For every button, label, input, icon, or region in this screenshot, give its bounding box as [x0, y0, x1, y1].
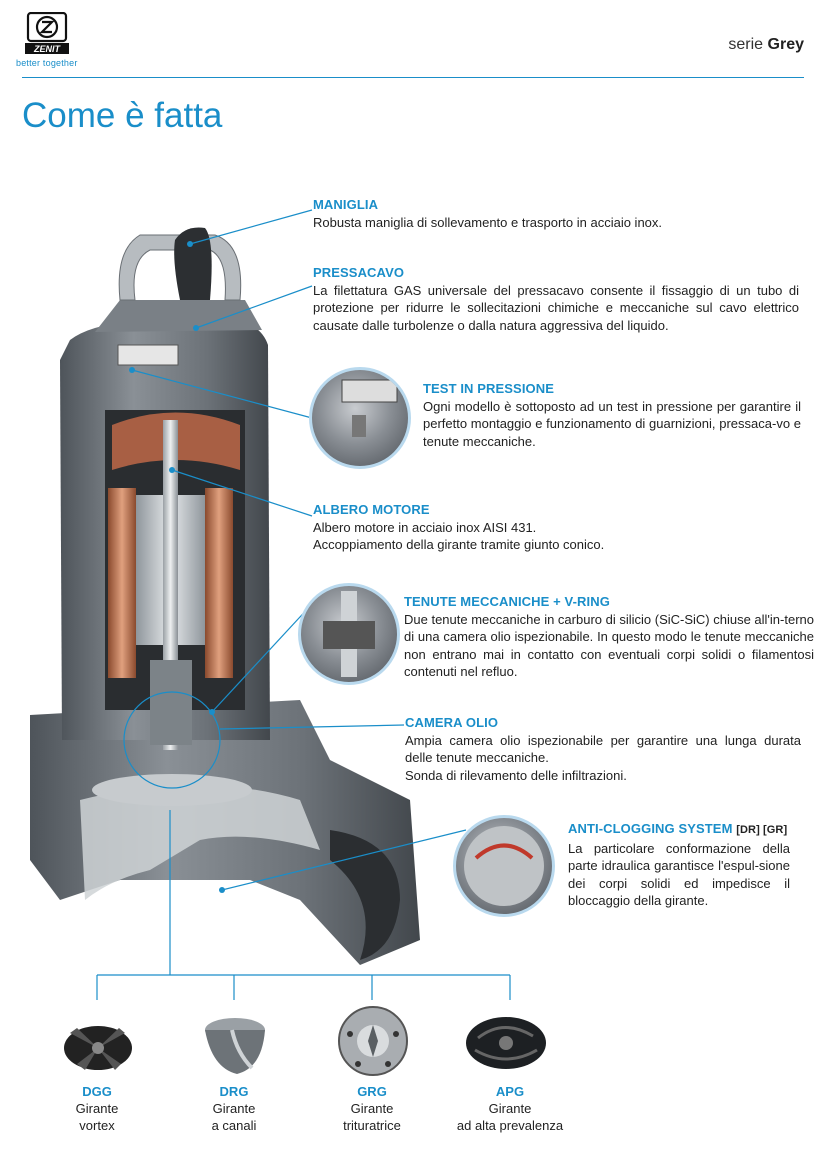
callout-albero-motore: ALBERO MOTORE Albero motore in acciaio inox AISI 431. Accoppiamento della girante tramite giunto conico.: [313, 501, 733, 554]
series-label: serie Grey: [728, 36, 804, 53]
high-head-impeller-icon: [463, 1008, 549, 1078]
top-cap: [95, 300, 262, 332]
girante-drg: DRG Girante a canali: [211, 1084, 257, 1133]
tagline: better together: [16, 58, 78, 68]
stator-winding-right: [205, 488, 233, 678]
callout-title: TEST IN PRESSIONE: [423, 381, 555, 396]
callout-maniglia: MANIGLIA Robusta maniglia di sollevamento e trasporto in acciaio inox.: [313, 196, 803, 231]
callout-title: ANTI-CLOGGING SYSTEM [DR] [GR]: [568, 821, 788, 836]
grinder-impeller-icon: [330, 1004, 416, 1074]
anti-clogging-detail-lens: [453, 815, 555, 917]
mechanical-seal-detail-lens: [298, 583, 400, 685]
callout-tag: [DR] [GR]: [736, 824, 788, 836]
callout-title: TENUTE MECCANICHE + V-RING: [404, 594, 610, 609]
girante-grg: GRG Girante trituratrice: [343, 1084, 401, 1133]
callout-title: MANIGLIA: [313, 197, 379, 212]
callout-camera-olio: CAMERA OLIO Ampia camera olio ispezionabile per garantire una lunga durata delle tenute meccaniche. Sonda di rilevamento delle infiltrazioni.: [405, 715, 801, 783]
mechanical-seal: [150, 660, 192, 745]
callout-title: ALBERO MOTORE: [313, 502, 430, 517]
girante-apg: APG Girante ad alta prevalenza: [456, 1084, 564, 1133]
nameplate: [118, 345, 178, 365]
callout-test-in-pressione: TEST IN PRESSIONE Ogni modello è sottoposto ad un test in pressione per garantire il perfetto montaggio e funzionamento di guarnizioni, pressaca-vo e tenute meccaniche.: [423, 381, 801, 449]
callout-anti-clogging: ANTI-CLOGGING SYSTEM [DR] [GR] La particolare conformazione della parte idraulica garantisce l'espul-sione dei corpi solidi ed impedisce il bloccaggio della girante.: [568, 821, 790, 908]
callout-title: CAMERA OLIO: [405, 715, 499, 730]
channel-impeller-icon: [192, 1008, 278, 1078]
girante-dgg: DGG Girante vortex: [75, 1084, 119, 1133]
svg-text:ZENIT: ZENIT: [34, 44, 60, 54]
vortex-impeller-icon: [55, 1008, 141, 1078]
callout-title: PRESSACAVO: [313, 265, 405, 280]
page-title: Come è fatta: [22, 96, 223, 135]
oil-chamber-disc: [92, 774, 252, 806]
pressure-test-detail-lens: [309, 367, 411, 469]
callout-pressacavo: PRESSACAVO La filettatura GAS universale del pressacavo consente il fissaggio di un tubo di protezione per ridurre le sollecitazioni chimiche e meccaniche sul cavo elettrico causate dalle turbolenze o dalla natura aggressiva del liquido.: [313, 265, 799, 333]
callout-tenute-meccaniche: TENUTE MECCANICHE + V-RING Due tenute meccaniche in carburo di silicio (SiC-SiC) chiuse all'in-terno di una camera olio ispezionabile. In questo modo le tenute meccaniche non entrano mai in contatto con eventuali corpi solidi o filamentosi contenuti nel refluo.: [404, 594, 814, 679]
series-name: Grey: [767, 36, 804, 53]
cable-gland: [174, 228, 211, 301]
stator-winding-left: [108, 488, 136, 678]
